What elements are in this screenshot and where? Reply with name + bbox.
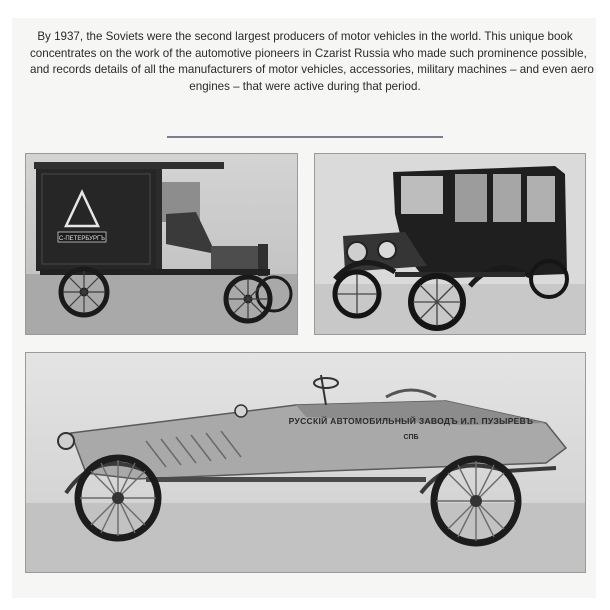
car-side-text: РУССКIЙ АВТОМОБИЛЬНЫЙ ЗАВОДЪ И.П. ПУЗЫРЕВЪ <box>288 416 534 426</box>
intro-line-2: concentrates on the work of the automotive pioneers in Czarist Russia who made such prominence possible, <box>30 46 587 60</box>
intro-line-4: engines – that were active during that period. <box>189 79 421 93</box>
van-sign-text: С-ПЕТЕРБУРГЪ <box>59 236 105 242</box>
limousine-photo <box>314 153 586 335</box>
delivery-van-illustration <box>26 154 297 334</box>
intro-line-1: By 1937, the Soviets were the second largest producers of motor vehicles in the world. This unique book <box>37 30 573 43</box>
divider-rule <box>167 136 443 138</box>
limousine-illustration <box>315 154 585 334</box>
touring-car-photo <box>25 352 586 573</box>
intro-text <box>30 29 594 95</box>
car-side-subtext: СПБ <box>403 434 419 441</box>
touring-car-illustration <box>26 353 585 572</box>
intro-line-3: and records details of all the manufacturers of motor vehicles, accessories, military machines – and even aero <box>30 63 594 76</box>
delivery-van-photo <box>25 153 298 335</box>
